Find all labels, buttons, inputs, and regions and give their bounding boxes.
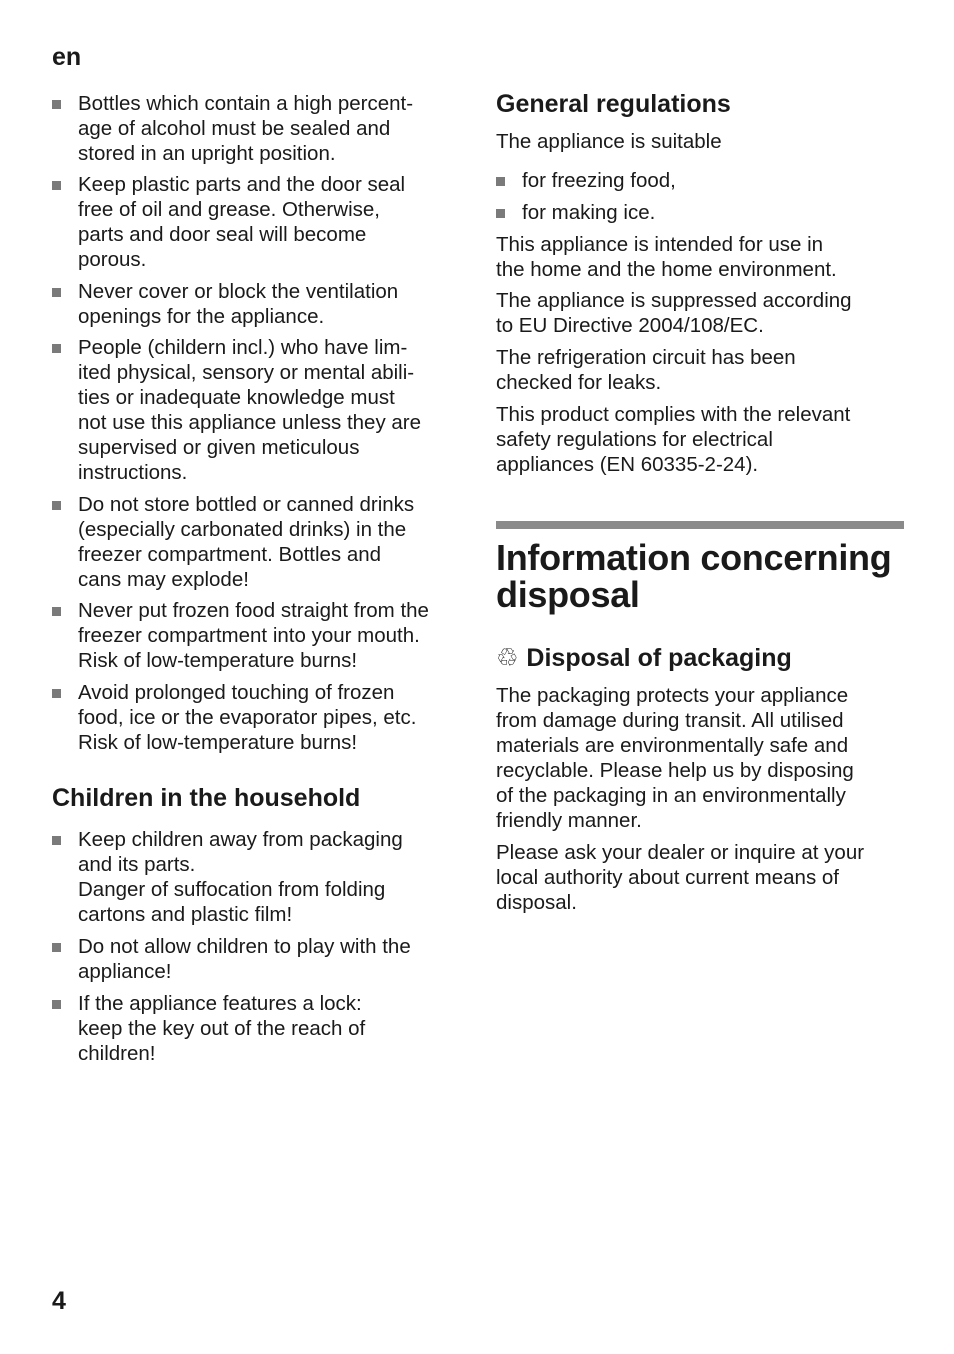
list-item: Keep children away from packaging and its parts. Danger of suffocation from folding cartons and plastic film! bbox=[52, 827, 458, 927]
disposal-section-title: Information concerning disposal bbox=[496, 537, 892, 615]
list-item: Keep plastic parts and the door seal free of oil and grease. Otherwise, parts and door seal will become porous. bbox=[52, 172, 458, 272]
recycle-icon: ♲ bbox=[496, 644, 519, 672]
general-regulations-heading: General regulations bbox=[496, 90, 731, 118]
list-item: Avoid prolonged touching of frozen food, ice or the evaporator pipes, etc. Risk of low-temperature burns! bbox=[52, 680, 458, 755]
packaging-heading: Disposal of packaging bbox=[526, 644, 792, 672]
section-divider bbox=[496, 521, 904, 529]
paragraph: This product complies with the relevant safety regulations for electrical appliances (EN 60335-2-24). bbox=[496, 403, 851, 476]
suitable-intro: The appliance is suitable bbox=[496, 130, 722, 153]
page-number: 4 bbox=[52, 1287, 66, 1315]
list-item: for freezing food, bbox=[496, 168, 904, 193]
list-item: for making ice. bbox=[496, 200, 904, 225]
list-item: People (childern incl.) who have lim- ited physical, sensory or mental abili- ties or inadequate knowledge must not use this appliance unless they are supervised or given meticulous instructions. bbox=[52, 335, 458, 485]
list-item: Bottles which contain a high percent- age of alcohol must be sealed and stored in an upright position. bbox=[52, 91, 458, 166]
children-heading: Children in the household bbox=[52, 784, 361, 812]
children-list bbox=[52, 827, 458, 1066]
paragraph: This appliance is intended for use in the home and the home environment. bbox=[496, 233, 837, 281]
list-item: Never put frozen food straight from the freezer compartment into your mouth. Risk of low-temperature burns! bbox=[52, 598, 458, 673]
paragraph: The packaging protects your appliance from damage during transit. All utilised materials are environmentally safe and recyclable. Please help us by disposing of the packaging in an environmentally friendly manner. bbox=[496, 684, 854, 832]
list-item: Do not allow children to play with the appliance! bbox=[52, 934, 458, 984]
paragraph: The refrigeration circuit has been checked for leaks. bbox=[496, 346, 796, 394]
list-item: If the appliance features a lock: keep the key out of the reach of children! bbox=[52, 991, 458, 1066]
list-item: Never cover or block the ventilation openings for the appliance. bbox=[52, 279, 458, 329]
list-item: Do not store bottled or canned drinks (especially carbonated drinks) in the freezer compartment. Bottles and cans may explode! bbox=[52, 492, 458, 592]
paragraph: Please ask your dealer or inquire at your local authority about current means of disposal. bbox=[496, 841, 865, 914]
packaging-heading-row bbox=[496, 643, 904, 673]
warnings-list bbox=[52, 91, 458, 755]
paragraph: The appliance is suppressed according to EU Directive 2004/108/EC. bbox=[496, 289, 852, 337]
language-label: en bbox=[52, 43, 82, 71]
suitable-list bbox=[496, 168, 904, 225]
